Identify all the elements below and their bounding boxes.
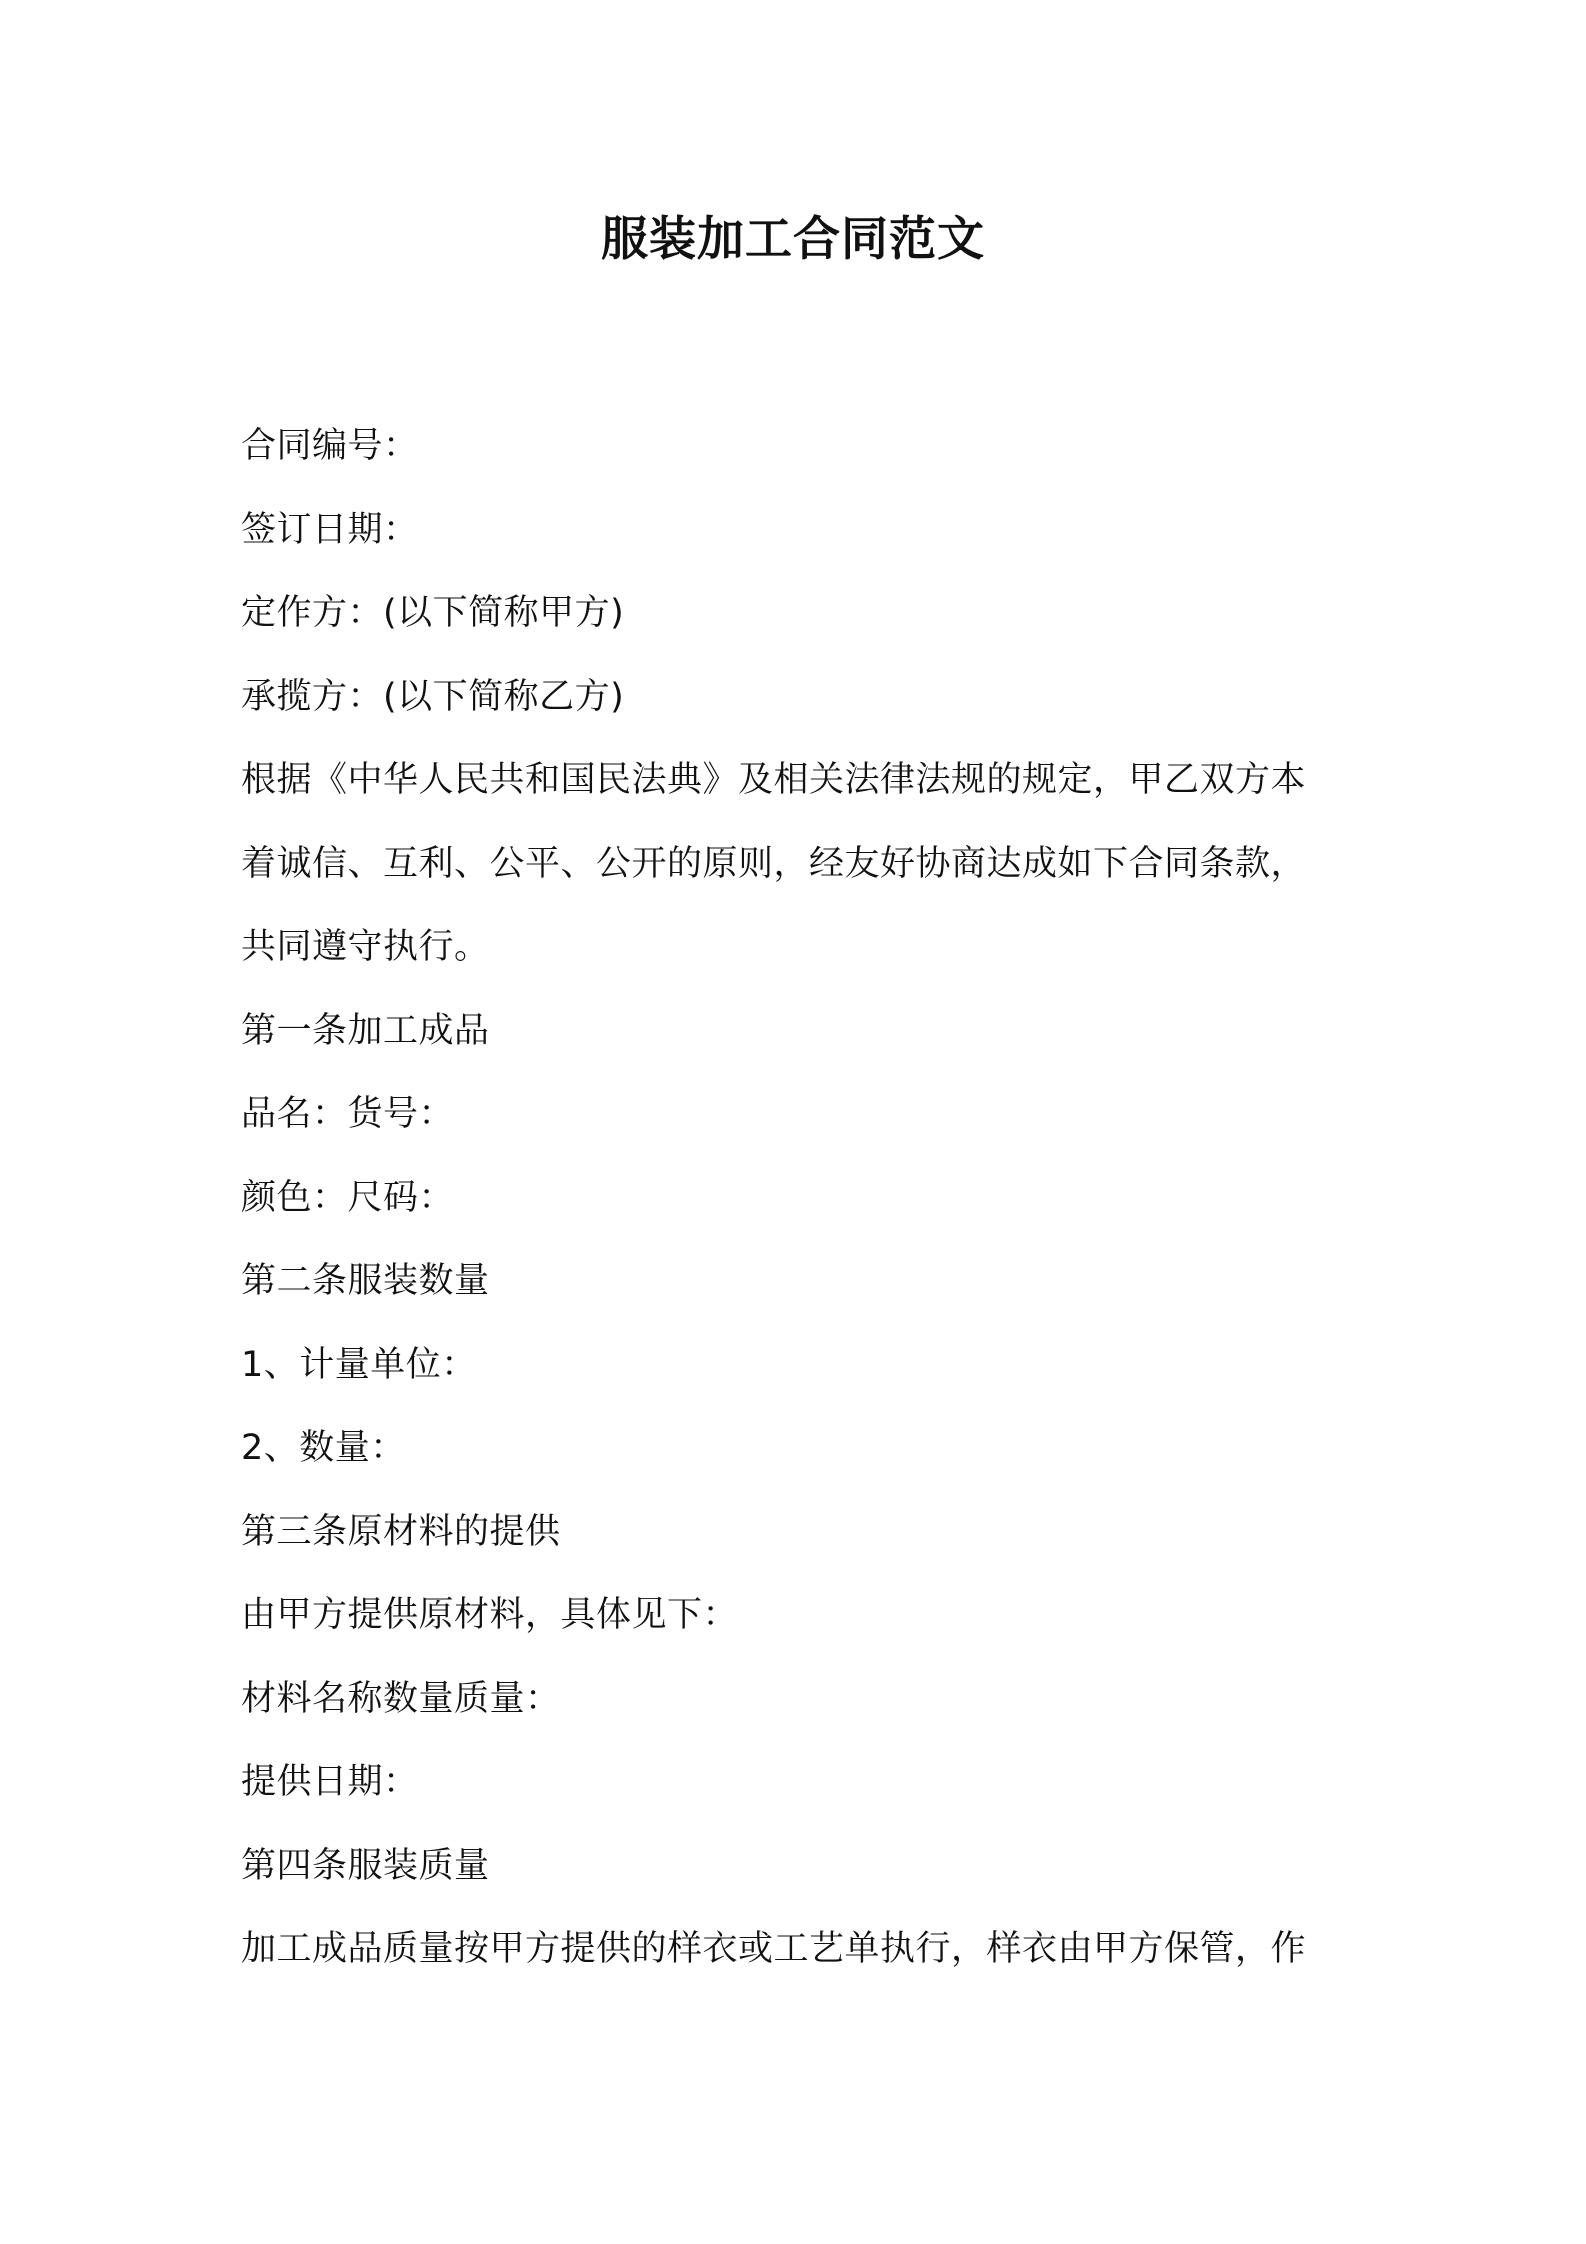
- supply-date-line: 提供日期：: [241, 1762, 419, 1802]
- preamble-line-3: 共同遵守执行。: [241, 927, 490, 967]
- contract-number-line: 合同编号：: [241, 426, 419, 466]
- preamble-line-1: 根据《中华人民共和国民法典》及相关法律法规的规定，甲乙双方本: [241, 760, 1307, 800]
- document-body: [241, 405, 1361, 1992]
- color-size-line: 颜色：尺码：: [241, 1177, 455, 1218]
- product-name-line: 品名：货号：: [241, 1094, 455, 1134]
- party-b-line: 承揽方：(以下简称乙方): [241, 676, 625, 717]
- quality-paragraph-line-1: 加工成品质量按甲方提供的样衣或工艺单执行，样衣由甲方保管，作: [241, 1929, 1307, 1969]
- article-1-heading: 第一条加工成品: [241, 1010, 490, 1051]
- quantity-line: 2、数量：: [241, 1428, 406, 1468]
- party-a-line: 定作方：(以下简称甲方): [241, 593, 625, 633]
- signing-date-line: 签订日期：: [241, 509, 419, 550]
- unit-line: 1、计量单位：: [241, 1344, 477, 1385]
- preamble-line-2: 着诚信、互利、公平、公开的原则，经友好协商达成如下合同条款，: [241, 843, 1307, 884]
- document-title: 服装加工合同范文: [601, 212, 985, 267]
- article-3-heading: 第三条原材料的提供: [241, 1511, 561, 1552]
- materials-provided-line: 由甲方提供原材料，具体见下：: [241, 1595, 739, 1635]
- article-2-heading: 第二条服装数量: [241, 1261, 490, 1301]
- material-details-line: 材料名称数量质量：: [241, 1678, 561, 1719]
- article-4-heading: 第四条服装质量: [241, 1845, 490, 1886]
